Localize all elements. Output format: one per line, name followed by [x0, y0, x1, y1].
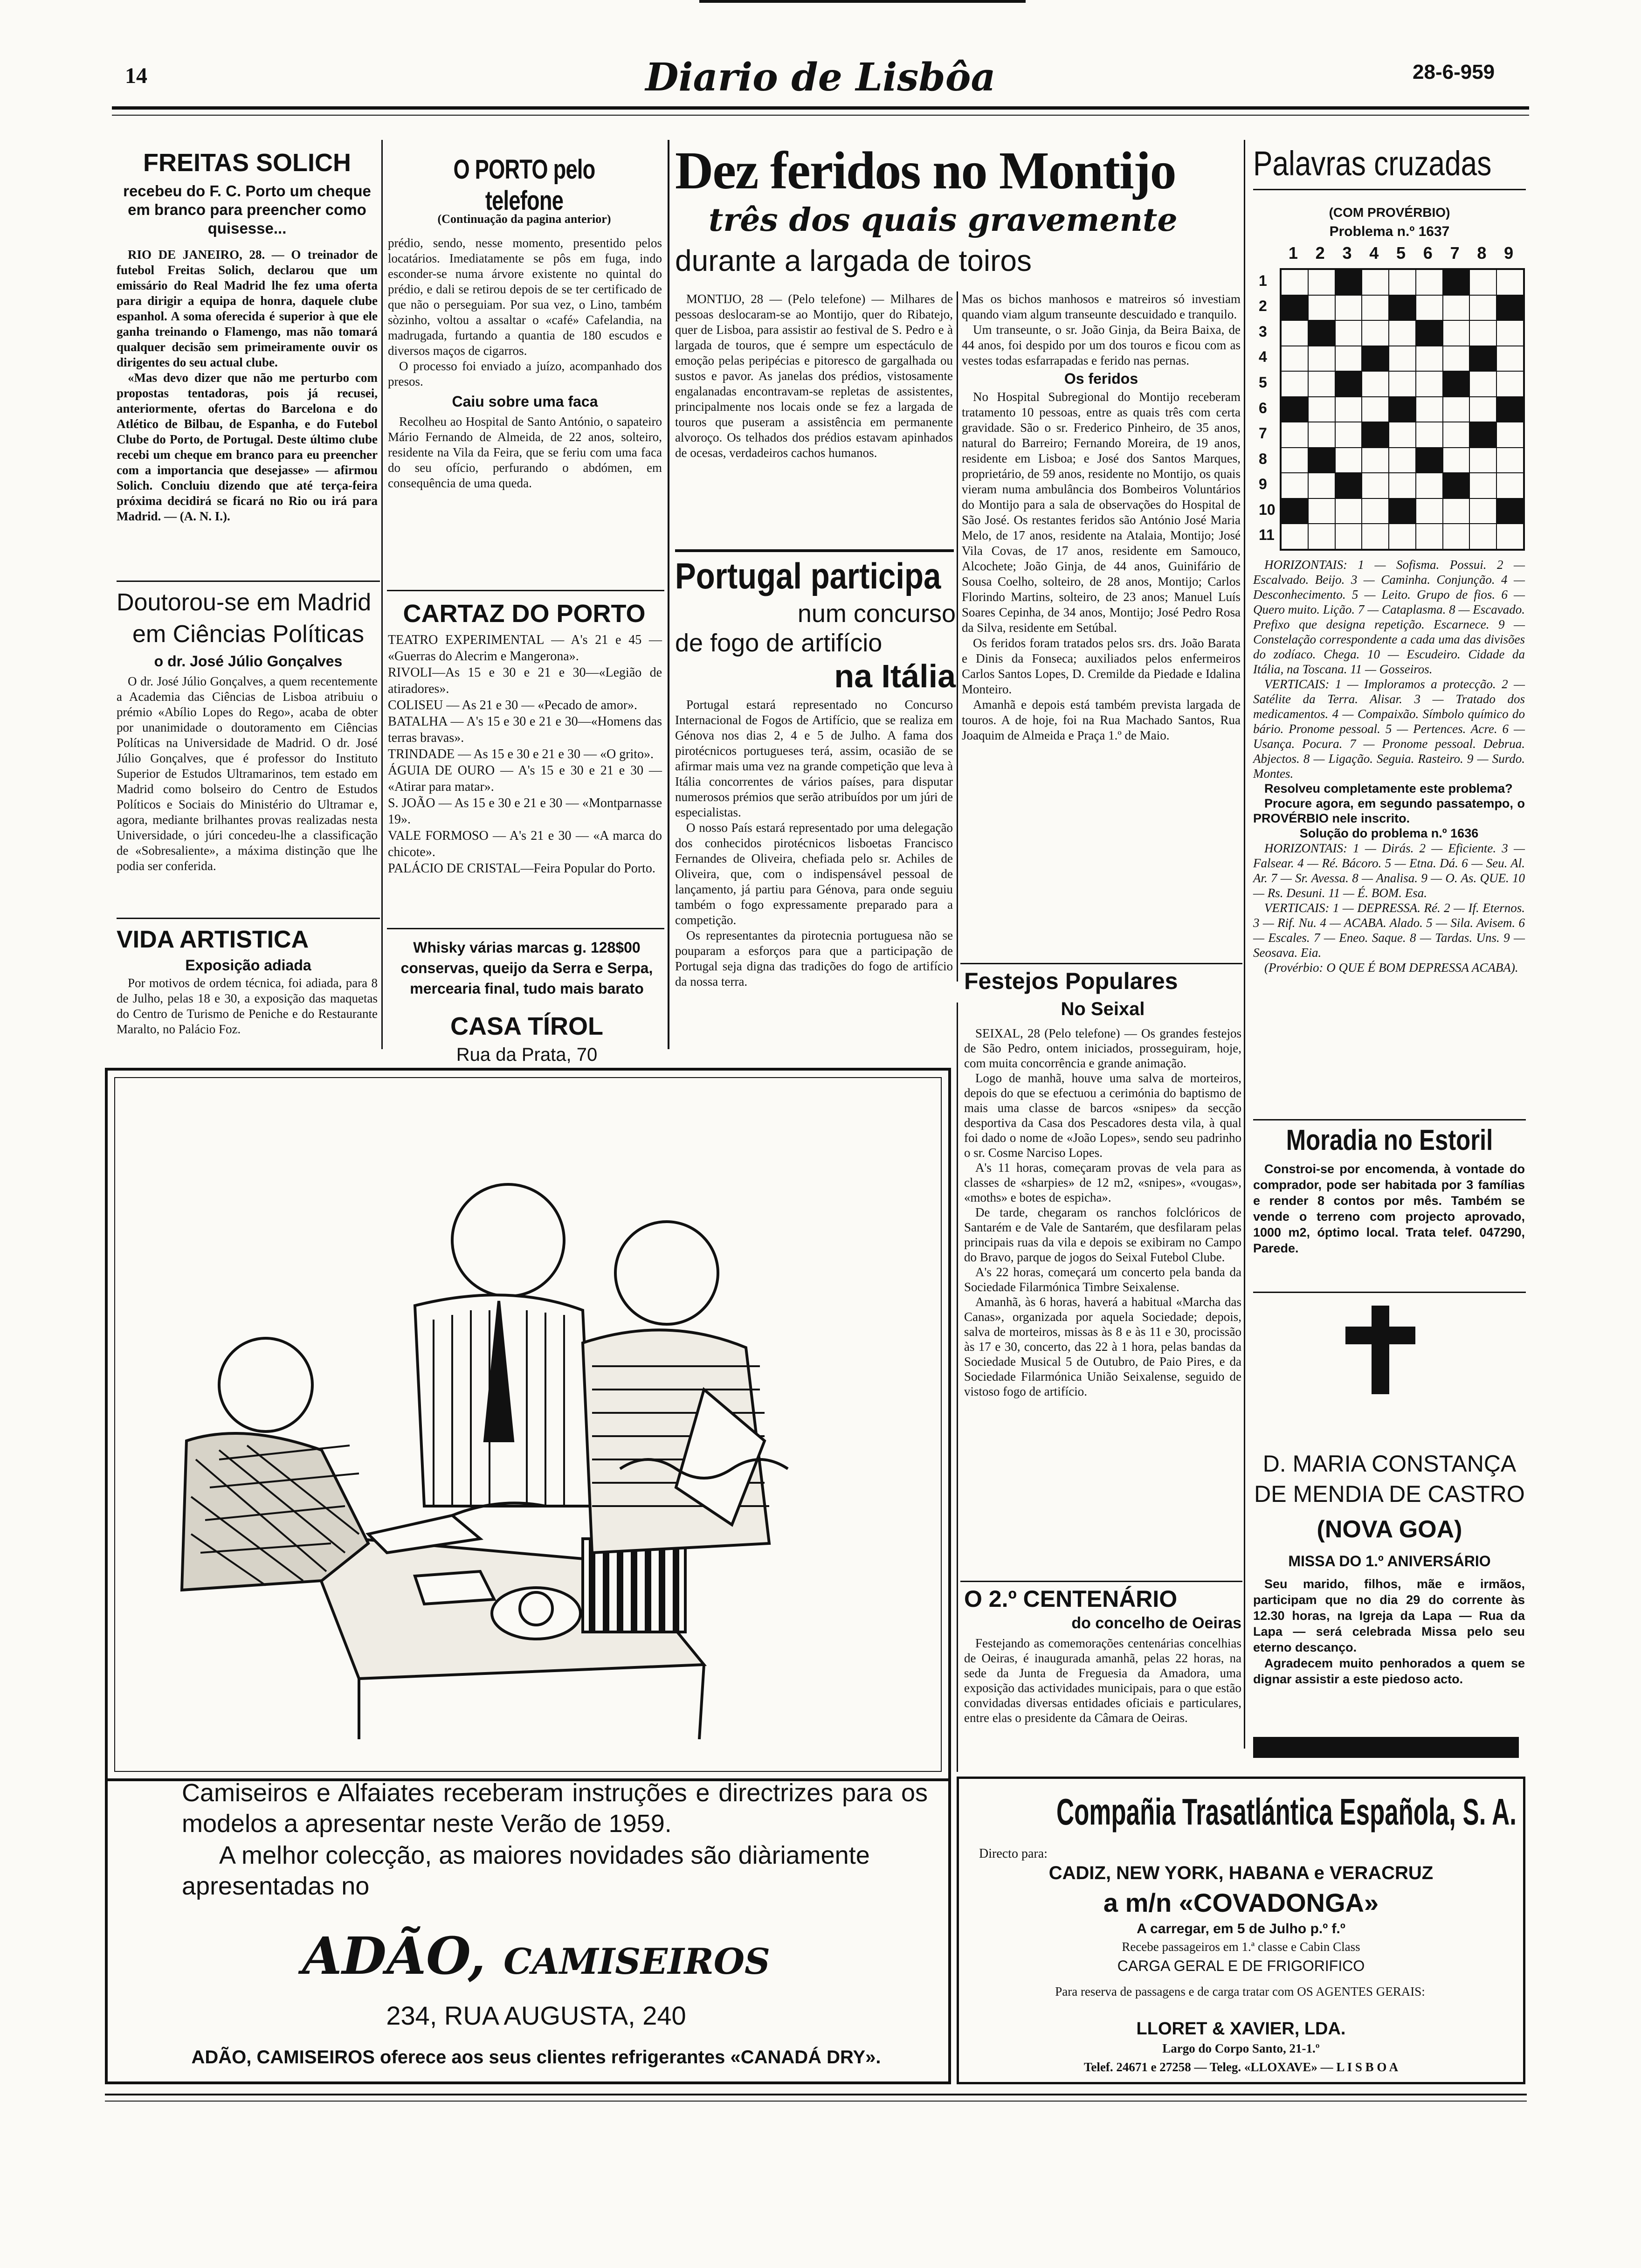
crossword-black-cell: [1281, 397, 1308, 422]
montijo-subhead-2: durante a largada de toiros: [675, 244, 1032, 277]
crossword-cell: [1389, 270, 1416, 295]
montijo-p4: No Hospital Subregional do Montijo receberam tratamento 10 pessoas, entre as quais três com certa gravidade. São o sr. Frederico Pinheiro, de 35 anos, natural do Barreiro; Fernando Moreira, de 19 anos, residente em Lisboa; e José dos Santos Marques, proprietário, de 59 anos, residente no Montijo, os quais vieram numa ambulância dos Bombeiros Voluntários do Montijo para a sala de observações do Hospital de São José. Os restantes feridos são António José Maria Melo, de 17 anos, residente na Atalaia, Montijo; José Vila Covas, de 17 anos, residente em Samouco, Alcochete; João Ginja, de 44 anos, Guinifário de Sousa Coelho, solteiro, de 28 anos, Montijo; Carlos Florindo Martins, solteiro, de 23 anos; Manuel Luís Soares Cepinha, de 34 anos, Montijo; José Pedro Rosa da Silva, residente em Setúbal.: [962, 390, 1241, 635]
crossword-cell: [1308, 295, 1335, 321]
crossword-cell: [1335, 448, 1362, 473]
crossword-cell: [1281, 473, 1308, 498]
madrid-body: [117, 674, 378, 874]
crossword-cell: [1496, 473, 1524, 498]
cartaz-item: RIVOLI—As 15 e 30 e 21 e 30—«Legião de atiradores».: [388, 665, 662, 696]
vida-p1: Por motivos de ordem técnica, foi adiada, para 8 de Julho, pelas 18 e 30, a exposição das maquetas do Centro de Turismo de Peniche e do Restaurante Maralto, no Palácio Foz.: [117, 976, 378, 1036]
crossword-cell: [1416, 270, 1443, 295]
crossword-col-number: 2: [1315, 243, 1325, 263]
crossword-cell: [1389, 422, 1416, 448]
compania-l5: Recebe passageiros em 1.ª classe e Cabin Class: [1122, 1940, 1360, 1954]
centenario-rule: [960, 1581, 1242, 1582]
crossword-col-number: 3: [1342, 243, 1352, 263]
crossword-cell: [1469, 295, 1496, 321]
crossword-col-number: 8: [1477, 243, 1487, 263]
moradia-body: [1253, 1161, 1525, 1256]
crossword-black-cell: [1335, 371, 1362, 397]
porto-p1: prédio, sendo, nesse momento, presentido pelos locatários. Imediatamente se pôs em fuga, indo esconder-se numa árvore existente no quintal do prédio, e dali se retirou depois de se ter certificado de que não o perseguiam. Por sua vez, o Lino, também sòzinho, voltou a assaltar o «café» Cafelandia, na madrugada, furtando a quantia de 180 escudos e diversos maços de cigarros.: [388, 236, 662, 358]
crossword-cell: [1389, 448, 1416, 473]
crossword-cell: [1308, 397, 1335, 422]
solich-headline: FREITAS SOLICH: [143, 149, 351, 177]
crossword-cell: [1281, 346, 1308, 372]
crossword-cell: [1281, 422, 1308, 448]
cartaz-list: [388, 632, 662, 877]
crossword-cell: [1308, 524, 1335, 549]
crossword-cell: [1281, 270, 1308, 295]
vida-body: [117, 975, 378, 1037]
crossword-cell: [1443, 295, 1470, 321]
bottom-rule: [105, 2094, 1527, 2095]
crossword-cell: [1362, 397, 1389, 422]
adao-brand-camiseiros: CAMISEIROS: [503, 1941, 770, 1982]
solich-subhead: recebeu do F. C. Porto um cheque em branco para preencher como quisesse...: [123, 182, 371, 237]
crossword-black-cell: [1335, 473, 1362, 498]
crossword-cell: [1335, 346, 1362, 372]
montijo-body-b: [962, 291, 1241, 743]
adao-line-1: Camiseiros e Alfaiates receberam instruções e directrizes para os modelos a apresentar neste Verão de 1959.: [182, 1779, 928, 1838]
adao-line-2: A melhor colecção, as maiores novidades são diàriamente apresentadas no: [182, 1841, 870, 1900]
italia-headline-1: Portugal participa: [675, 555, 941, 596]
centenario-headline: O 2.º CENTENÁRIO: [964, 1586, 1178, 1612]
crossword-solution-vertical: VERTICAIS: 1 — DEPRESSA. Ré. 2 — If. Eternos. 3 — Rif. Nu. 4 — ACABA. Alado. 5 — Sila. Avisem. 6 — Escales. 7 — Eneo. Saque. 8 — Tardas. Uns. 9 — Seosava. Eia.: [1253, 901, 1525, 960]
compania-l4: A carregar, em 5 de Julho p.º f.º: [1137, 1921, 1345, 1936]
crossword-cell: [1443, 346, 1470, 372]
crossword-horizontal-clues: HORIZONTAIS: 1 — Sofisma. Possui. 2 — Escalvado. Beijo. 3 — Caminha. Conjunção. 4 — Desconhecimento. 5 — Leito. Grupo de fios. 6 — Quero muito. Lição. 7 — Cataplasma. 8 — Escavado. Prefixo que designa repetição. Escarnece. 9 — Constelação correspondente a cada uma das divisões do zodíaco. Chega. 10 — Escudeiro. Cidade da Itália, na Toscana. 11 — Gosseiros.: [1253, 558, 1525, 676]
crossword-cell: [1496, 524, 1524, 549]
crossword-cell: [1469, 270, 1496, 295]
crossword-cell: [1362, 448, 1389, 473]
top-rule: [699, 0, 1026, 3]
moradia-rule-2: [1253, 1292, 1526, 1293]
montijo-subhead-3: Os feridos: [1064, 370, 1138, 387]
crossword-cell: [1389, 371, 1416, 397]
festejos-p1: SEIXAL, 28 (Pelo telefone) — Os grandes festejos de São Pedro, ontem iniciados, prosseguiram, hoje, com muita concorrência e grande animação.: [964, 1026, 1241, 1070]
festejos-p6: Amanhã, às 6 horas, haverá a habitual «Marcha das Canas», organizada por aquela Sociedade; depois, salva de morteiros, missas às 8 e às 11 e 30, procissão às 17 e 30, concerto, das 22 à 1 hora, pelas bandas da Sociedade Musical 5 de Outubro, de Paio Pires, e da Sociedade Filarmónica União Seixalense, seguido de vistoso fogo de artifício.: [964, 1295, 1241, 1398]
whisky-shop: CASA TÍROL: [450, 1012, 603, 1040]
crossword-row-number: 8: [1259, 450, 1267, 467]
crossword-black-cell: [1469, 346, 1496, 372]
crossword-cell: [1308, 270, 1335, 295]
crossword-cell: [1416, 473, 1443, 498]
crossword-cell: [1469, 473, 1496, 498]
compania-l10: Telef. 24671 e 27258 — Teleg. «LLOXAVE» — L I S B O A: [1083, 2060, 1399, 2074]
adao-illustration: [126, 1086, 918, 1753]
festejos-p3: A's 11 horas, começaram provas de vela para as classes de «sharpies» de 12 m2, «snipes», «vougas», «moths» e botes de espicha».: [964, 1161, 1241, 1204]
whisky-ad: Whisky várias marcas g. 128$00 conservas, queijo da Serra e Serpa, mercearia final, tudo mais barato: [400, 939, 653, 997]
crossword-cell: [1335, 524, 1362, 549]
festejos-p5: A's 22 horas, começará um concerto pela banda da Sociedade Filarmónica Timbre Seixalense.: [964, 1265, 1241, 1294]
crossword-cell: [1443, 498, 1470, 524]
montijo-headline: Dez feridos no Montijo: [675, 141, 1176, 200]
crossword-black-cell: [1389, 498, 1416, 524]
solich-rule: [117, 581, 380, 582]
cartaz-item: VALE FORMOSO — A's 21 e 30 — «A marca do chicote».: [388, 829, 662, 859]
crossword-cell: [1389, 473, 1416, 498]
newspaper-title: Diario de Lisbôa: [645, 55, 996, 100]
crossword-cell: [1362, 524, 1389, 549]
montijo-p5: Os feridos foram tratados pelos srs. drs. João Barata e Dinis da Fonseca; auxiliados pelos enfermeiros Carlos Santos Lopes, D. Cremilde da Piedade e Idalina Monteiro.: [962, 636, 1241, 696]
solich-p2: «Mas devo dizer que não me perturbo com propostas tentadoras, pois já recusei, anteriormente, ofertas do Barcelona e do Atlético de Bilbau, de Espanha, e do Futebol Clube do Porto, de Portugal. Deste último clube recebi um cheque em branco para eu preencher com a importancia que desejasse» — afirmou Solich. Concluiu dizendo que até terça-feira próxima decidirá se ficará no Rio ou irá para Madrid. — (A. N. I.).: [117, 371, 378, 523]
crossword-cell: [1443, 397, 1470, 422]
porto-subhead-2: Caiu sobre uma faca: [452, 393, 598, 410]
crossword-black-cell: [1335, 270, 1362, 295]
crossword-cell: [1389, 524, 1416, 549]
crossword-cell: [1281, 524, 1308, 549]
crossword-col-number: 6: [1423, 243, 1433, 263]
crossword-cell: [1443, 448, 1470, 473]
crossword-vertical-clues: VERTICAIS: 1 — Imploramos a protecção. 2 — Satélite da Terra. Alisar. 3 — Tratado dos medicamentos. 4 — Compaixão. Símbolo químico do bário. Pronome pessoal. 5 — Pertences. Acre. 6 — Usança. Pocura. 7 — Pronome pessoal. Debrua. Abjectos. 8 — Ligação. Seguia. Rasteiro. 9 — Surdo. Montes.: [1253, 677, 1525, 781]
montijo-p1: MONTIJO, 28 — (Pelo telefone) — Milhares de pessoas deslocaram-se ao Montijo, quer do Ribatejo, quer de Lisboa, para assistir ao festival de S. Pedro e à largada de touros, que é sempre um espectáculo de emoção pelas peripécias e pitoresco de gargalhada ou sustos e pavor. As janelas dos prédios, vistosamente engalanadas encontravam-se repletas de assistentes, principalmente nos locais onde se fez a largada de touros que puseram a assistência em permanente alvoroço. Os telhados dos prédios estavam apinhados de ocesas, verdadeiros cachos humanos.: [675, 292, 953, 460]
crossword-row-number: 9: [1259, 476, 1267, 493]
italia-headline-2: num concurso: [797, 600, 956, 628]
cartaz-item: ÁGUIA DE OURO — A's 15 e 30 e 21 e 30 — «Atirar para matar».: [388, 763, 662, 794]
adao-brand-name: ADÃO,: [302, 1926, 486, 1986]
crossword-row-number: 5: [1259, 373, 1267, 391]
crossword-black-cell: [1308, 320, 1335, 346]
solich-p1: RIO DE JANEIRO, 28. — O treinador de futebol Freitas Solich, declarou que um emissário do Real Madrid lhe fez uma oferta para dirigir a equipa de honra, daquele clube espanhol. A soma oferecida é superior à que ele ganha treinando o Flamengo, mas não tomará qualquer decisão sem primeiramente ouvir os dirigentes do seu actual clube.: [117, 248, 378, 369]
crossword-procure: Procure agora, em segundo passatempo, o PROVÉRBIO nele inscrito.: [1253, 796, 1525, 825]
crossword-cell: [1362, 320, 1389, 346]
cartaz-item: S. JOÃO — As 15 e 30 e 21 e 30 — «Montparnasse 19».: [388, 796, 662, 827]
cross-icon: [1345, 1306, 1415, 1394]
crossword-cell: [1389, 320, 1416, 346]
crossword-col-number: 1: [1288, 243, 1298, 263]
cartaz-item: BATALHA — A's 15 e 30 e 21 e 30—«Homens das terras bravas».: [388, 714, 662, 745]
montijo-p3: Um transeunte, o sr. João Ginja, da Beira Baixa, de 44 anos, foi despido por um dos touros e ficou com as vestes todas esfarrapadas e ferido nas pernas.: [962, 323, 1241, 367]
crossword-black-cell: [1443, 270, 1470, 295]
divider-3: [957, 1003, 958, 1772]
crossword-cell: [1308, 498, 1335, 524]
crossword-cell: [1308, 346, 1335, 372]
crossword-cell: [1308, 473, 1335, 498]
crossword-headline: Palavras cruzadas: [1253, 144, 1492, 183]
crossword-cell: [1469, 448, 1496, 473]
compania-l6: CARGA GERAL E DE FRIGORIFICO: [1117, 1957, 1365, 1974]
bottom-rule-thin: [105, 2101, 1527, 2102]
crossword-cell: [1416, 371, 1443, 397]
crossword-black-cell: [1308, 448, 1335, 473]
divider-4: [1244, 140, 1245, 1749]
crossword-row-number: 2: [1259, 297, 1267, 315]
crossword-black-cell: [1496, 498, 1524, 524]
madrid-headline-2: em Ciências Políticas: [132, 621, 365, 648]
porto-p2: O processo foi enviado a juízo, acompanhado dos presos.: [388, 359, 662, 388]
crossword-cell: [1496, 270, 1524, 295]
compania-l1: Directo para:: [979, 1846, 1048, 1861]
crossword-cell: [1362, 270, 1389, 295]
crossword-cell: [1362, 295, 1389, 321]
crossword-black-cell: [1389, 295, 1416, 321]
crossword-cell: [1308, 371, 1335, 397]
crossword-row-number: 3: [1259, 323, 1267, 340]
crossword-cell: [1362, 371, 1389, 397]
crossword-cell: [1469, 320, 1496, 346]
crossword-resolveu: Resolveu completamente este problema?: [1264, 781, 1513, 795]
festejos-body: [964, 1026, 1241, 1399]
crossword-col-number: 4: [1369, 243, 1379, 263]
madrid-rule: [117, 918, 380, 919]
page-number: 14: [125, 63, 147, 88]
porto-subhead: (Continuação da pagina anterior): [437, 212, 611, 226]
crossword-cell: [1469, 498, 1496, 524]
divider-1: [381, 140, 383, 1049]
crossword-cell: [1362, 473, 1389, 498]
crossword-black-cell: [1281, 295, 1308, 321]
crossword-row-number: 6: [1259, 399, 1267, 416]
festejos-p2: Logo de manhã, houve uma salva de morteiros, depois do que se efectuou a cerimónia do baptismo de mais uma classe de barcos «snipes» da secção desportiva da Casa dos Pescadores desta vila, à qual foi dado o nome de «João Lopes», sendo seu padrinho o sr. Cosme Narciso Lopes.: [964, 1071, 1241, 1160]
crossword-cell: [1443, 524, 1470, 549]
obit-missa: MISSA DO 1.º ANIVERSÁRIO: [1288, 1553, 1491, 1570]
crossword-solucao: Solução do problema n.º 1636: [1299, 826, 1479, 840]
compania-l9: Largo do Corpo Santo, 21-1.º: [1162, 2041, 1320, 2055]
adao-outer-box: [105, 1767, 951, 2084]
crossword-cell: [1416, 422, 1443, 448]
crossword-black-cell: [1362, 346, 1389, 372]
crossword-cell: [1416, 346, 1443, 372]
porto-headline: O PORTO pelo telefone: [453, 154, 595, 216]
crossword-cell: [1443, 320, 1470, 346]
montijo-body-a: [675, 291, 953, 461]
madrid-headline-1: Doutorou-se em Madrid: [117, 589, 372, 616]
porto-rule: [387, 590, 664, 591]
crossword-row-number: 4: [1259, 348, 1267, 366]
crossword-grid: [1280, 268, 1525, 551]
obit-p1: Seu marido, filhos, mãe e irmãos, participam que no dia 29 do corrente às 12.30 horas, na Igreja da Lapa — Rua da Lapa — será celebrada Missa pelo seu eterno descanço.: [1253, 1577, 1525, 1654]
crossword-cell: [1496, 346, 1524, 372]
porto-p3: Recolheu ao Hospital de Santo António, o sapateiro Mário Fernando de Almeida, de 22 anos, solteiro, residente na Vila da Feira, que se feriu com uma faca do seu ofício, perfurando o abdómen, em consequência de uma queda.: [388, 415, 662, 490]
masthead-rule-thin: [112, 115, 1529, 116]
crossword-number: Problema n.º 1637: [1329, 224, 1450, 239]
obit-p2: Agradecem muito penhorados a quem se dignar assistir a este piedoso acto.: [1253, 1656, 1525, 1686]
crossword-cell: [1335, 320, 1362, 346]
compania-l8: LLORET & XAVIER, LDA.: [1136, 2019, 1346, 2039]
crossword-black-cell: [1443, 473, 1470, 498]
cartaz-item: TRINDADE — As 15 e 30 e 21 e 30 — «O grito».: [388, 747, 654, 761]
moradia-headline: Moradia no Estoril: [1286, 1124, 1493, 1156]
crossword-col-number: 5: [1396, 243, 1406, 263]
obit-name-2: DE MENDIA DE CASTRO: [1254, 1481, 1525, 1507]
whisky-address: Rua da Prata, 70: [456, 1044, 598, 1065]
cartaz-item: TEATRO EXPERIMENTAL — A's 21 e 45 — «Guerras do Alecrim e Mangerona».: [388, 633, 662, 664]
obit-name-3: (NOVA GOA): [1317, 1516, 1462, 1543]
crossword-proverb: (Provérbio: O QUE É BOM DEPRESSA ACABA).: [1264, 961, 1518, 975]
crossword-cell: [1496, 320, 1524, 346]
montijo-subhead-1: três dos quais gravemente: [709, 201, 1178, 239]
centenario-p1: Festejando as comemorações centenárias concelhias de Oeiras, é inaugurada amanhã, pelas 22 horas, na sede da Junta de Freguesia da Amadora, uma exposição das actividades municipais, para o que estão convidadas diversas entidades oficiais e particulares, entre elas o presidente da Câmara de Oeiras.: [964, 1636, 1241, 1725]
crossword-row-number: 10: [1259, 501, 1276, 518]
crossword-cell: [1416, 498, 1443, 524]
crossword-subhead: (COM PROVÉRBIO): [1329, 205, 1450, 220]
crossword-column-numbers: [1280, 243, 1522, 263]
crossword-black-cell: [1496, 397, 1524, 422]
crossword-cell: [1335, 422, 1362, 448]
crossword-cell: [1469, 397, 1496, 422]
crossword-cell: [1308, 422, 1335, 448]
crossword-cell: [1416, 524, 1443, 549]
crossword-cell: [1335, 498, 1362, 524]
festejos-p4: De tarde, chegaram os ranchos folclóricos de Santarém e de Vale de Santarém, que desfilaram pelas principais ruas da vila e depois se exibiram no Campo do Bravo, parque de jogos do Seixal Futebol Clube.: [964, 1205, 1241, 1264]
compania-l3: a m/n «COVADONGA»: [1103, 1888, 1379, 1917]
obit-body: [1253, 1576, 1525, 1687]
cartaz-headline: CARTAZ DO PORTO: [403, 600, 646, 628]
crossword-cell: [1281, 320, 1308, 346]
crossword-black-cell: [1389, 397, 1416, 422]
centenario-subhead: do concelho de Oeiras: [1071, 1614, 1241, 1632]
crossword-col-number: 7: [1450, 243, 1460, 263]
montijo-p6: Amanhã e depois está também prevista largada de touros. A de hoje, foi na Rua Machado Santos, Rua Joaquim de Almeida e Praça 1.º de Maio.: [962, 698, 1241, 742]
crossword-cell: [1362, 498, 1389, 524]
crossword-cell: [1469, 371, 1496, 397]
moradia-rule: [1253, 1119, 1526, 1120]
vida-headline: VIDA ARTISTICA: [117, 926, 309, 953]
compania-l7: Para reserva de passagens e de carga tratar com OS AGENTES GERAIS:: [1055, 1984, 1425, 1998]
crossword-cell: [1416, 295, 1443, 321]
crossword-black-cell: [1416, 448, 1443, 473]
porto-body: [388, 235, 662, 491]
crossword-cell: [1281, 448, 1308, 473]
crossword-cell: [1389, 346, 1416, 372]
crossword-black-cell: [1469, 422, 1496, 448]
crossword-clues: [1253, 557, 1525, 975]
italia-headline-4: na Itália: [834, 658, 956, 694]
crossword-cell: [1496, 448, 1524, 473]
crossword-black-cell: [1416, 320, 1443, 346]
cartaz-item: PALÁCIO DE CRISTAL—Feira Popular do Porto.: [388, 861, 655, 876]
cartaz-item: COLISEU — As 21 e 30 — «Pecado de amor».: [388, 698, 638, 712]
montijo-rule: [675, 549, 954, 552]
crossword-cell: [1416, 397, 1443, 422]
madrid-p1: O dr. José Júlio Gonçalves, a quem recentemente a Academia das Ciências de Lisboa atribuiu o prémio «Abílio Lopes do Rego», acaba de obter por unanimidade o doutoramento em Ciências Políticas na Universidade de Madrid. O dr. José Júlio Gonçalves, que é professor do Instituto Superior de Estudos Ultramarinos, tem estado em Madrid como bolseiro do Centro de Estudos Políticos e Sociais do Ministério do Ultramar e, agora, mediante brilhantes provas realizadas nesta Universidade, o júri concedeu-lhe a classificação de «Sobresaliente», a máxima distinção que lhe podia ser conferida.: [117, 674, 378, 873]
crossword-cell: [1469, 524, 1496, 549]
crossword-cell: [1335, 295, 1362, 321]
italia-p3: Os representantes da pirotecnia portuguesa não se pouparam a esforços para que a participação de Portugal seja digna das tradições do fogo de artifício da nossa terra.: [675, 928, 953, 989]
divider-2: [668, 140, 669, 1049]
crossword-black-cell: [1362, 422, 1389, 448]
vida-subhead: Exposição adiada: [185, 957, 311, 974]
italia-headline-3: de fogo de artifício: [675, 629, 883, 657]
crossword-cell: [1443, 422, 1470, 448]
centenario-body: [964, 1636, 1241, 1725]
crossword-black-cell: [1281, 498, 1308, 524]
solich-body: [117, 247, 378, 524]
italia-body: [675, 697, 953, 989]
italia-p1: Portugal estará representado no Concurso Internacional de Fogos de Artifício, que se realiza em Génova nos dias 2, 4 e 5 de Julho. A fama dos pirotécnicos portugueses terá, assim, ocasião de se afirmar mais uma vez na grande competição que leva à Itália concorrentes de vários países, para disputar numerosos prémios que serão atribuídos por um júri de especialistas.: [675, 698, 953, 819]
adao-footer: ADÃO, CAMISEIROS oferece aos seus clientes refrigerantes «CANADÁ DRY».: [191, 2047, 881, 2067]
crossword-black-cell: [1496, 295, 1524, 321]
crossword-cell: [1281, 371, 1308, 397]
crossword-cell: [1335, 397, 1362, 422]
adao-address: 234, RUA AUGUSTA, 240: [386, 2001, 686, 2030]
crossword-row-number: 7: [1259, 425, 1267, 442]
crossword-row-number: 1: [1259, 272, 1267, 289]
issue-date: 28-6-959: [1413, 61, 1495, 83]
crossword-black-cell: [1443, 371, 1470, 397]
crossword-cell: [1496, 371, 1524, 397]
compania-l2: CADIZ, NEW YORK, HABANA e VERACRUZ: [1048, 1863, 1434, 1883]
crossword-col-number: 9: [1504, 243, 1514, 263]
crossword-cell: [1496, 422, 1524, 448]
obit-name-1: D. MARIA CONSTANÇA: [1262, 1451, 1517, 1477]
compania-title: Compañia Trasatlántica Española, S. A.: [1056, 1791, 1517, 1832]
festejos-subhead: No Seixal: [1061, 999, 1145, 1019]
obit-bar: [1253, 1737, 1519, 1758]
madrid-subhead: o dr. José Júlio Gonçalves: [154, 653, 343, 670]
crossword-row-number: 11: [1259, 526, 1275, 544]
montijo-p2: Mas os bichos manhosos e matreiros só investiam quando viam algum transeunte descuidado e tranquilo.: [962, 292, 1241, 321]
masthead-rule: [112, 106, 1529, 110]
crossword-solution-horizontal: HORIZONTAIS: 1 — Dirás. 2 — Eficiente. 3 — Falsear. 4 — Ré. Bácoro. 5 — Etna. Dá. 6 — Seu. Al. Ar. 7 — Sr. Avessa. 8 — Analisa. 9 — O. As. QUE. 10 — Rs. Desuni. 11 — É. BOM. Esa.: [1253, 841, 1525, 900]
festejos-headline: Festejos Populares: [964, 968, 1178, 994]
cartaz-rule: [387, 928, 664, 929]
crossword-row-numbers: [1259, 268, 1277, 548]
crossword-rule: [1253, 189, 1526, 190]
festejos-rule: [960, 963, 1242, 964]
italia-p2: O nosso País estará representado por uma delegação dos conhecidos pirotécnicos lisboetas Francisco Fernandes de Oliveira, chefiada pelo sr. Achiles de Oliveira, que, com o indispensável pessoal de lançamento, já partiu para Génova, para onde seguiu também o fogo expressamente preparado para a competição.: [675, 821, 953, 927]
divider-montijo: [957, 291, 958, 982]
moradia-text: Constroi-se por encomenda, à vontade do comprador, pode ser habitada por 3 famílias e render 8 contos por mês. Também se vende o terreno com projecto aprovado, 1000 m2, óptimo local. Trata telef. 047290, Parede.: [1253, 1162, 1525, 1255]
